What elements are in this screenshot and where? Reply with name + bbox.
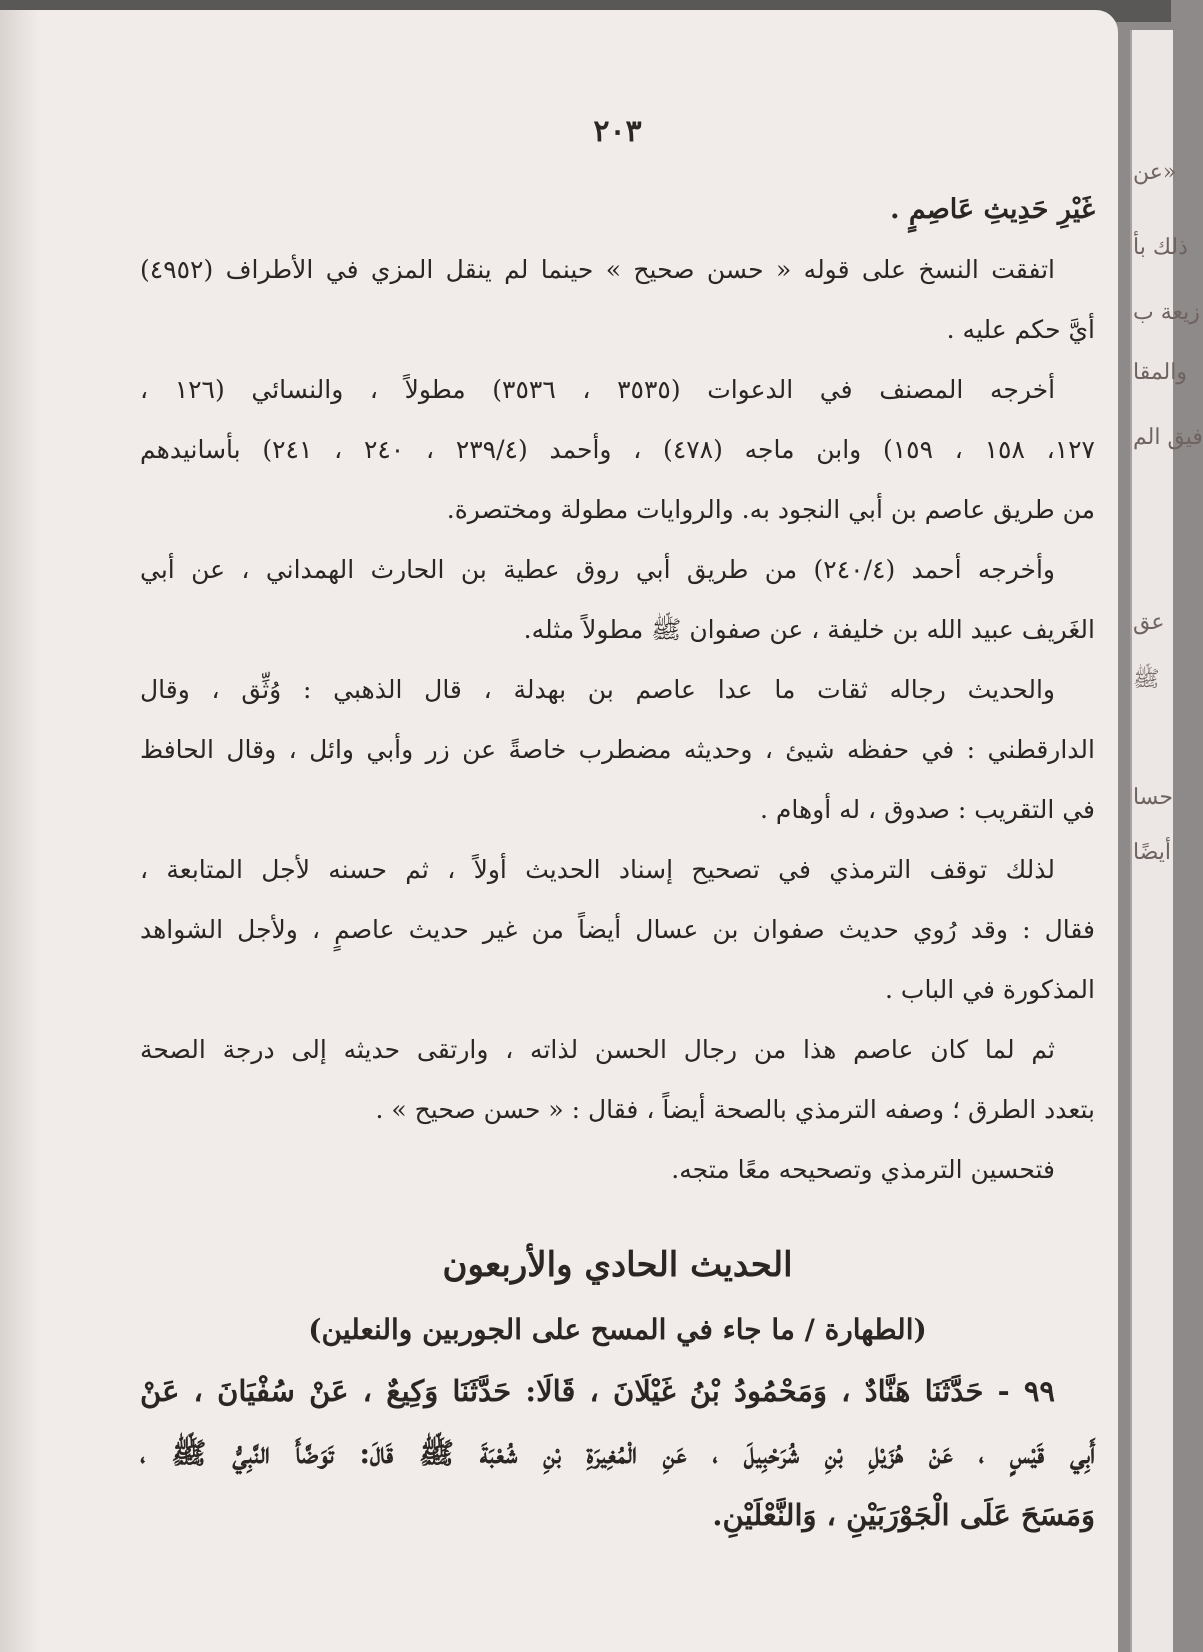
page-number: ٢٠٣ (593, 114, 642, 149)
text-line: فتحسين الترمذي وتصحيحه معًا متجه. (671, 1155, 1055, 1184)
adjacent-page-fragment: أيضًا (1133, 840, 1172, 865)
text-line: الدارقطني : في حفظه شيئ ، وحديثه مضطرب خاصةً عن زر وأبي وائل ، وقال الحافظ (140, 735, 1095, 764)
adjacent-page-fragment: زيعة ب (1133, 300, 1200, 325)
hadith-line: وَمَسَحَ عَلَى الْجَوْرَبَيْنِ ، وَالنَّعْلَيْنِ. (712, 1498, 1095, 1532)
section-title: الحديث الحادي والأربعون (442, 1245, 793, 1285)
text-line: بتعدد الطرق ؛ وصفه الترمذي بالصحة أيضاً ، فقال : « حسن صحيح » . (375, 1095, 1095, 1124)
text-line: غَيْرِ حَدِيثِ عَاصِمٍ . (890, 194, 1095, 225)
adjacent-page-fragment: فيق الم (1133, 425, 1203, 450)
text-line: لذلك توقف الترمذي في تصحيح إسناد الحديث أولاً ، ثم حسنه لأجل المتابعة ، (140, 855, 1055, 884)
text-line: وأخرجه أحمد (٢٤٠/٤) من طريق أبي روق عطية بن الحارث الهمداني ، عن أبي (140, 555, 1055, 584)
text-line: الغَريف عبيد الله بن خليفة ، عن صفوان ﷺ مطولاً مثله. (523, 615, 1095, 644)
hadith-line: أَبِي قَيْسٍ ، عَنْ هُزَيْلِ بْنِ شُرَحْبِيلَ ، عَنِ الْمُغِيرَةِ بْنِ شُعْبَةَ ﷺ قَالَ: تَوَضَّأَ النَّبِيُّ ﷺ ، (140, 1436, 1095, 1470)
adjacent-page-fragment: حسا (1133, 785, 1173, 810)
section-subtitle: (الطهارة / ما جاء في المسح على الجوربين والنعلين) (308, 1313, 927, 1346)
text-line: أخرجه المصنف في الدعوات (٣٥٣٥ ، ٣٥٣٦) مطولاً ، والنسائي (١٢٦ ، (140, 375, 1056, 404)
text-line: المذكورة في الباب . (885, 975, 1095, 1004)
adjacent-page-fragment: عق (1133, 610, 1165, 635)
text-line: ثم لما كان عاصم هذا من رجال الحسن لذاته ، وارتقى حديثه إلى درجة الصحة (140, 1035, 1055, 1064)
text-line: أيَّ حكم عليه . (946, 315, 1095, 344)
adjacent-page-fragment: والمقا (1133, 360, 1187, 385)
text-line: ١٢٧، ١٥٨ ، ١٥٩) وابن ماجه (٤٧٨) ، وأحمد (٢٣٩/٤ ، ٢٤٠ ، ٢٤١) بأسانيدهم (140, 435, 1095, 464)
text-line: في التقريب : صدوق ، له أوهام . (759, 795, 1095, 824)
text-line: فقال : وقد رُوي حديث صفوان بن عسال أيضاً من غير حديث عاصمٍ ، ولأجل الشواهد (140, 915, 1095, 944)
text-line: والحديث رجاله ثقات ما عدا عاصم بن بهدلة ، قال الذهبي : وُثِّق ، وقال (140, 675, 1055, 704)
adjacent-page-fragment: ﷺ (1133, 667, 1160, 692)
adjacent-page-fragment: ذلك بأ (1133, 235, 1188, 260)
adjacent-page-fragment: «عن (1133, 160, 1177, 185)
hadith-line: ٩٩ - حَدَّثَنَا هَنَّادٌ ، وَمَحْمُودُ بْنُ غَيْلَانَ ، قَالَا: حَدَّثَنَا وَكِيعٌ ، عَنْ سُفْيَانَ ، عَنْ (140, 1374, 1055, 1408)
text-line: من طريق عاصم بن أبي النجود به. والروايات مطولة ومختصرة. (446, 495, 1095, 524)
text-line: اتفقت النسخ على قوله « حسن صحيح » حينما لم ينقل المزي في الأطراف (٤٩٥٢) (140, 255, 1055, 284)
page-content (140, 110, 1095, 1546)
